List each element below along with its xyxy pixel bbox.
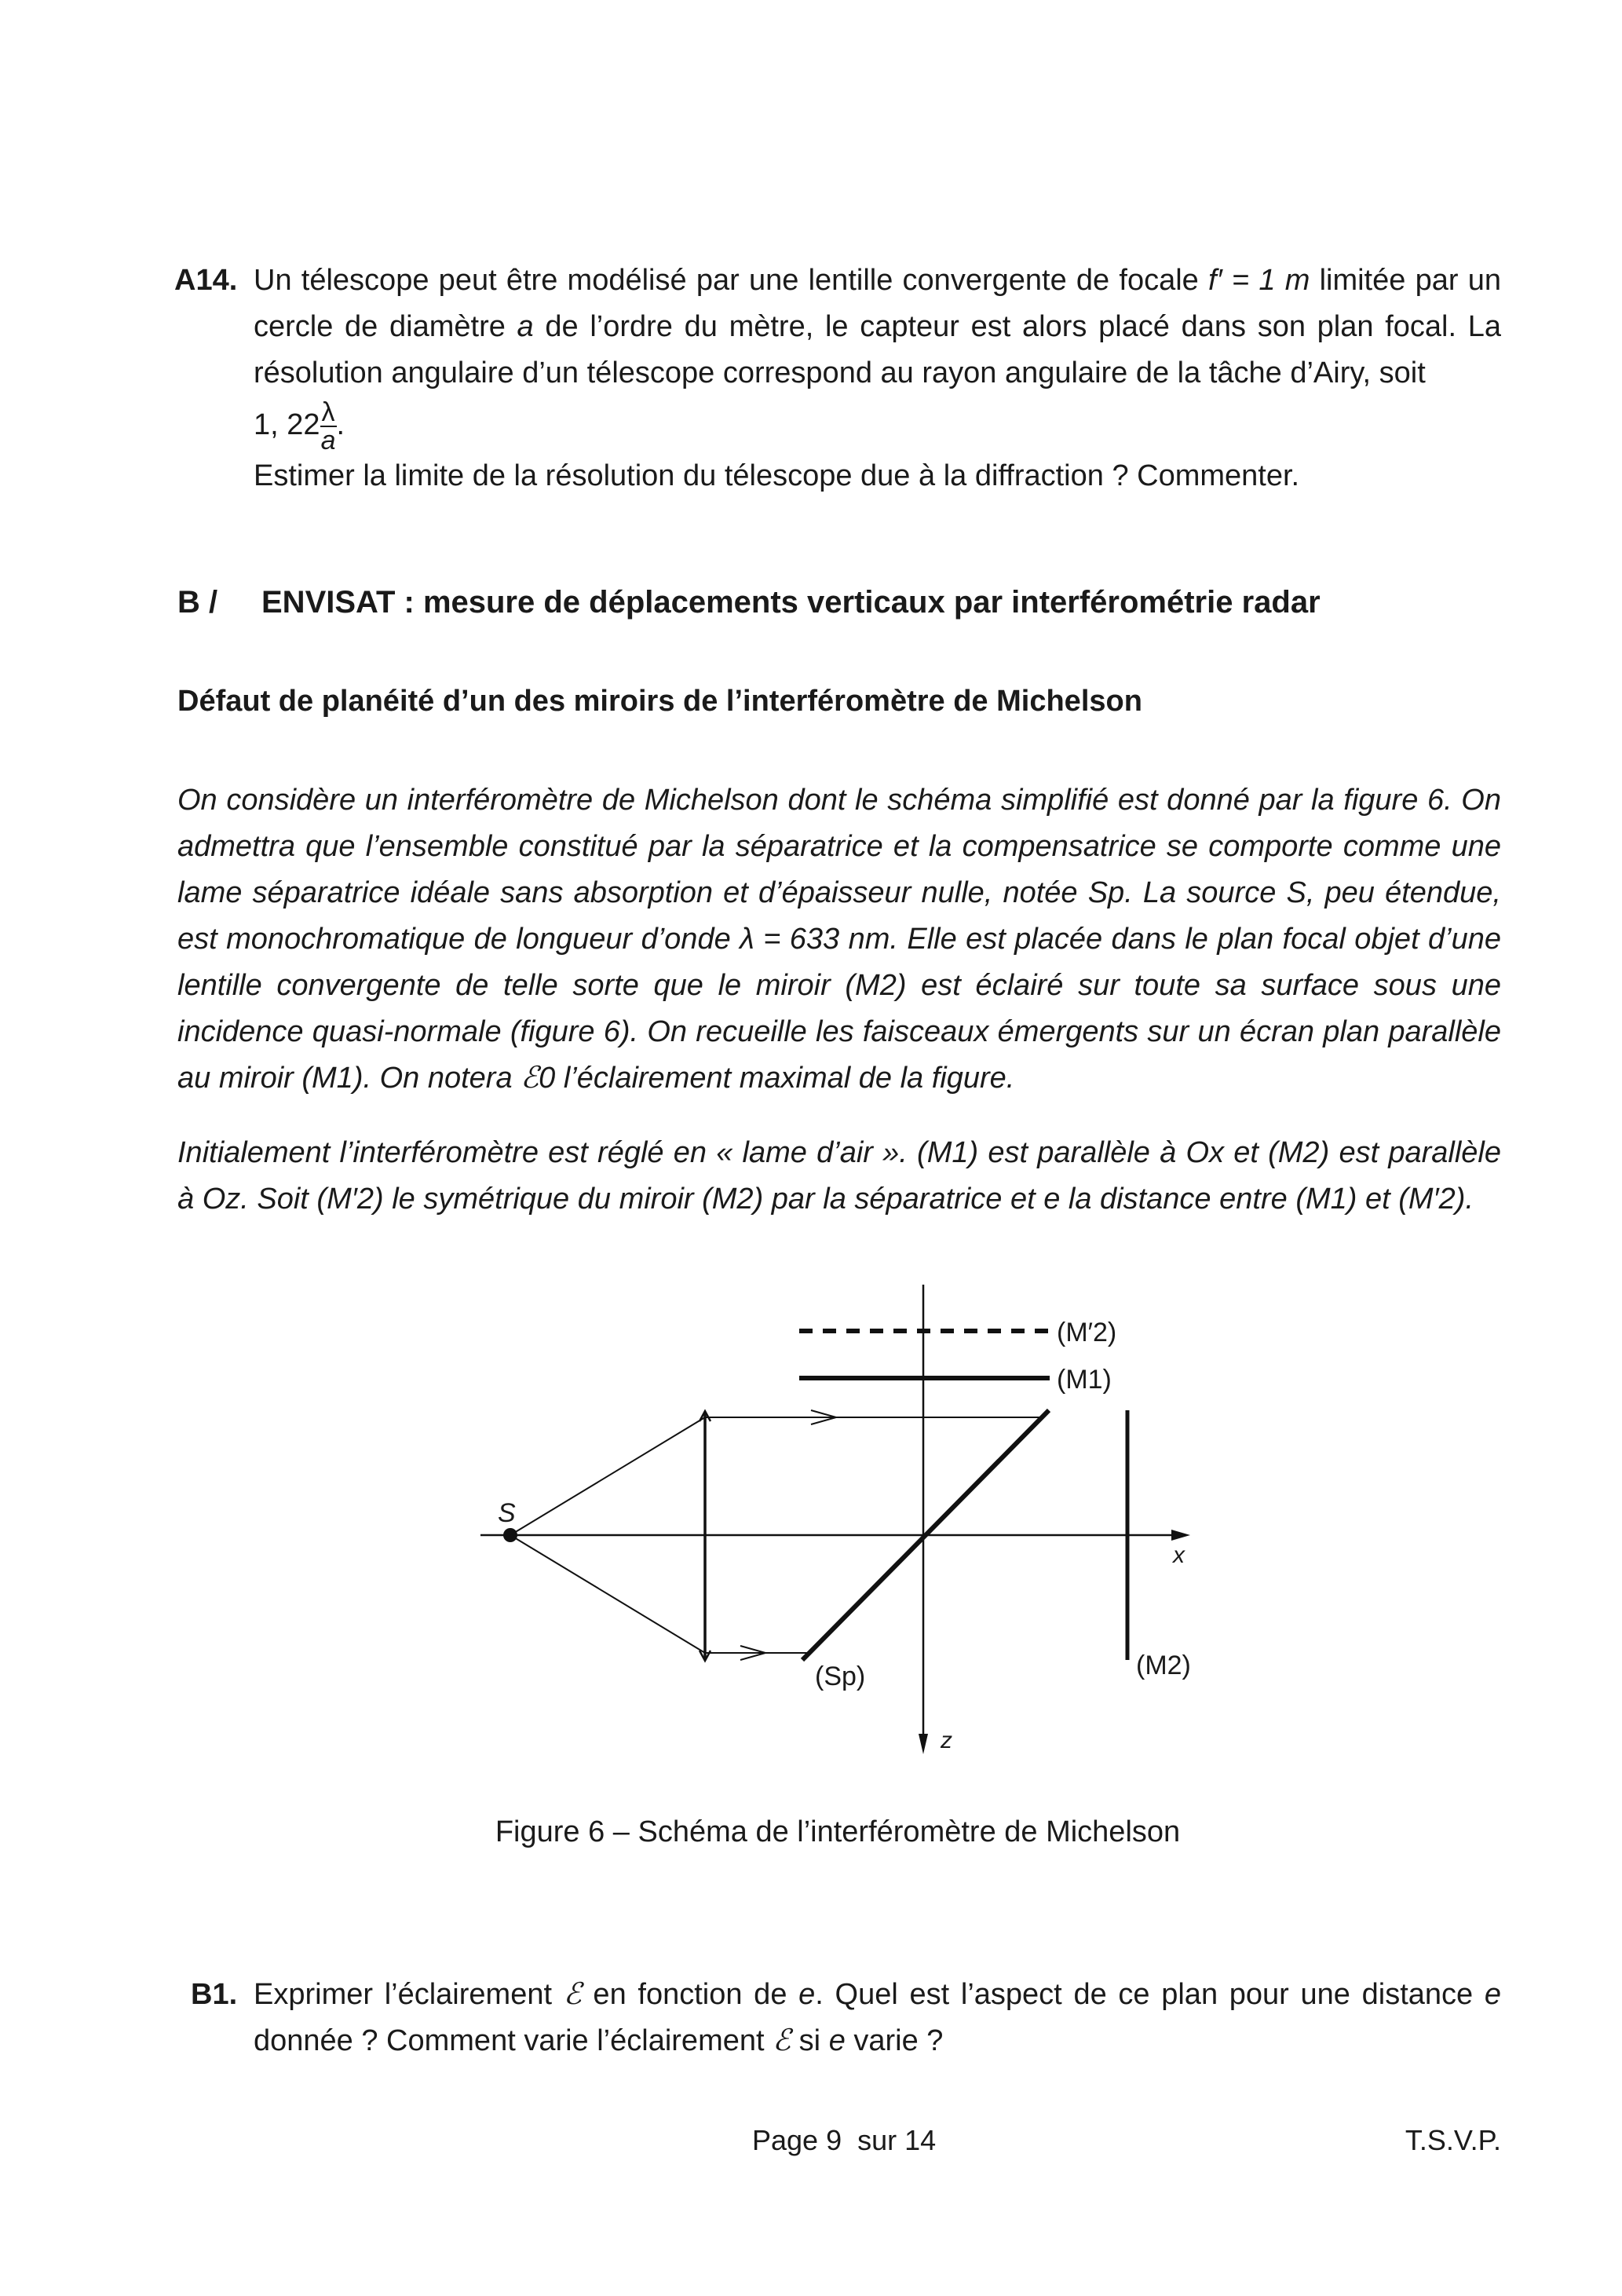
text: est éclairé sur toute sa surface sous une incidence quasi-normale (figure 6). On recueille les faisceaux émergents sur un écran plan parallèle au miroir (177, 969, 1501, 1095)
text: est parallèle à (978, 1136, 1186, 1169)
math: Ox (1185, 1136, 1225, 1169)
fraction (320, 399, 337, 454)
text: limitée par un cercle de diamètre (254, 264, 1502, 343)
paragraph-2 (177, 1130, 1501, 1223)
text: On considère un interféromètre de Michelson dont le schéma simplifié est donné par la figure 6. On admettra que l’ensemble constitué par la séparatrice et la compensatrice se comporte comme une lame séparatrice idéale sans absorption et d’épaisseur nulle, notée (177, 784, 1501, 909)
label-sp: (Sp) (815, 1662, 866, 1691)
text: Initialement l’interféromètre est réglé en « lame d’air ». (177, 1136, 918, 1169)
numerator: λ (321, 397, 335, 427)
math: λ = 633 nm (740, 923, 890, 956)
intro-text (177, 777, 1501, 1223)
math: e (798, 1978, 816, 2011)
text: . (1465, 1183, 1474, 1216)
math: (M1) (917, 1136, 979, 1169)
math: (M2) (1268, 1136, 1330, 1169)
text: Estimer la limite de la résolution du télescope due à la diffraction ? Commenter. (254, 459, 1300, 492)
z-arrow-head (919, 1734, 928, 1754)
math: e (1484, 1978, 1501, 2011)
text: Un télescope peut être modélisé par une lentille convergente de focale (254, 264, 1209, 297)
text: . La source S, peu étendue, est monochromatique de longueur d’onde (177, 876, 1501, 956)
ray-top (510, 1417, 1041, 1535)
math: (M′2) (316, 1183, 384, 1216)
math: e (828, 2024, 846, 2057)
page-number: Page 9 sur 14 (752, 2124, 937, 2156)
math: ℰ0 (521, 1062, 556, 1095)
text: Exprimer l’éclairement (254, 1978, 564, 2011)
math: ℰ (773, 2024, 791, 2057)
math: (M2) (702, 1183, 764, 1216)
text: en fonction de (581, 1978, 799, 2011)
math: 1, 22 (254, 408, 320, 441)
denominator: a (320, 425, 336, 455)
tsvp: T.S.V.P. (1405, 2124, 1501, 2156)
math: (M2) (845, 969, 907, 1002)
text: par la séparatrice et (763, 1183, 1044, 1216)
question-label-b1: B1. (191, 1978, 238, 2011)
text: est parallèle à (177, 1136, 1501, 1216)
label-s: S (498, 1498, 516, 1528)
math: a (517, 310, 534, 343)
question-label-a14: A14. (174, 264, 238, 297)
label-x: x (1173, 1542, 1185, 1568)
text: . Quel est l’aspect de ce plan pour une distance (815, 1978, 1485, 2011)
math: e (1043, 1183, 1061, 1216)
ray-bottom (510, 1535, 809, 1653)
label-m1: (M1) (1057, 1365, 1112, 1395)
label-m2: (M2) (1136, 1651, 1191, 1680)
text: varie ? (845, 2024, 944, 2057)
text: de l’ordre du mètre, le capteur est alors placé dans son plan focal. La résolution angulaire d’un télescope correspond au rayon angulaire de la tâche d’Airy, soit (254, 310, 1501, 389)
math: (M′2) (1398, 1183, 1466, 1216)
label-m2-prime: (M′2) (1057, 1318, 1117, 1347)
math: Oz (202, 1183, 241, 1216)
text: la distance entre (1060, 1183, 1296, 1216)
text: donnée ? Comment varie l’éclairement (254, 2024, 773, 2057)
text: et (1357, 1183, 1399, 1216)
michelson-diagram (0, 1256, 1622, 1775)
x-arrow-head (1171, 1530, 1190, 1541)
subheading: Défaut de planéité d’un des miroirs de l’interféromètre de Michelson (177, 685, 1142, 718)
text: et (1224, 1136, 1269, 1169)
label-z: z (941, 1727, 952, 1753)
math: (M1) (301, 1062, 363, 1095)
figure-caption: Figure 6 – Schéma de l’interféromètre de Michelson (495, 1815, 1181, 1848)
text: l’éclairement maximal de la figure. (555, 1062, 1015, 1095)
question-a14: Un télescope peut être modélisé par une lentille convergente de focale f′ = 1 m limitée par un cercle de diamètre a de l’ordre du mètre, le capteur est alors placé dans son plan focal. La résolution angulaire d’un télescope correspond au rayon angulaire de la tâche d’Airy, soit 1, 22 $\frac{\lambda}{a}$ . Estimer la limite de la résolution du télescope due à la diffraction ? Commenter. (254, 258, 1501, 499)
section-title: ENVISAT : mesure de déplacements verticaux par interférométrie radar (261, 585, 1321, 620)
math: f′ = 1 m (1208, 264, 1310, 297)
text: . On notera (363, 1062, 521, 1095)
text: si (791, 2024, 829, 2057)
question-b1 (254, 1972, 1501, 2064)
text: . Soit (240, 1183, 317, 1216)
section-number: B / (177, 585, 218, 620)
text: . Elle est placée dans le plan focal objet d’une lentille convergente de telle sorte que le miroir (177, 923, 1501, 1002)
paragraph-1 (177, 777, 1501, 1102)
text: le symétrique du miroir (383, 1183, 703, 1216)
math: ℰ (563, 1978, 582, 2011)
math: Sp (1087, 876, 1125, 909)
math: (M1) (1295, 1183, 1357, 1216)
